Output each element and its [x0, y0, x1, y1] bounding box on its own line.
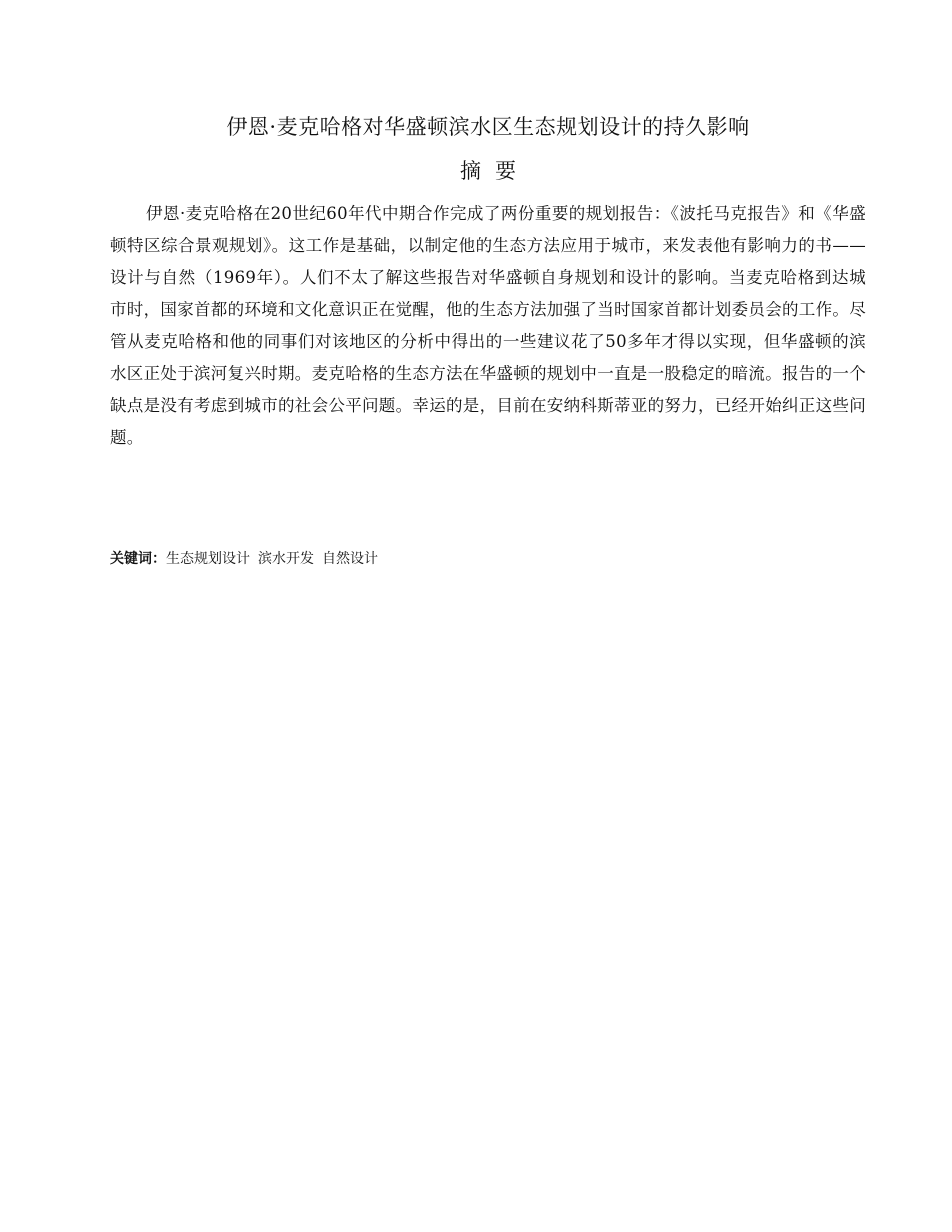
keyword-item: 生态规划设计: [166, 551, 250, 567]
keyword-item: 滨水开发: [258, 551, 314, 567]
keywords-line: [110, 548, 866, 570]
keyword-item: 自然设计: [322, 551, 378, 567]
keywords-label: 关键词：: [110, 551, 166, 567]
document-title: 伊恩·麦克哈格对华盛顿滨水区生态规划设计的持久影响: [226, 115, 750, 139]
abstract-heading: 摘要: [460, 159, 530, 183]
abstract-paragraph: 伊恩·麦克哈格在20世纪60年代中期合作完成了两份重要的规划报告：《波托马克报告》和《华盛顿特区综合景观规划》。这工作是基础，以制定他的生态方法应用于城市，来发表他有影响力的书——设计与自然（1969年）。人们不太了解这些报告对华盛顿自身规划和设计的影响。当麦克哈格到达城市时，国家首都的环境和文化意识正在觉醒，他的生态方法加强了当时国家首都计划委员会的工作。尽管从麦克哈格和他的同事们对该地区的分析中得出的一些建议花了50多年才得以实现，但华盛顿的滨水区正处于滨河复兴时期。麦克哈格的生态方法在华盛顿的规划中一直是一股稳定的暗流。报告的一个缺点是没有考虑到城市的社会公平问题。幸运的是，目前在安纳科斯蒂亚的努力，已经开始纠正这些问题。: [110, 204, 866, 447]
